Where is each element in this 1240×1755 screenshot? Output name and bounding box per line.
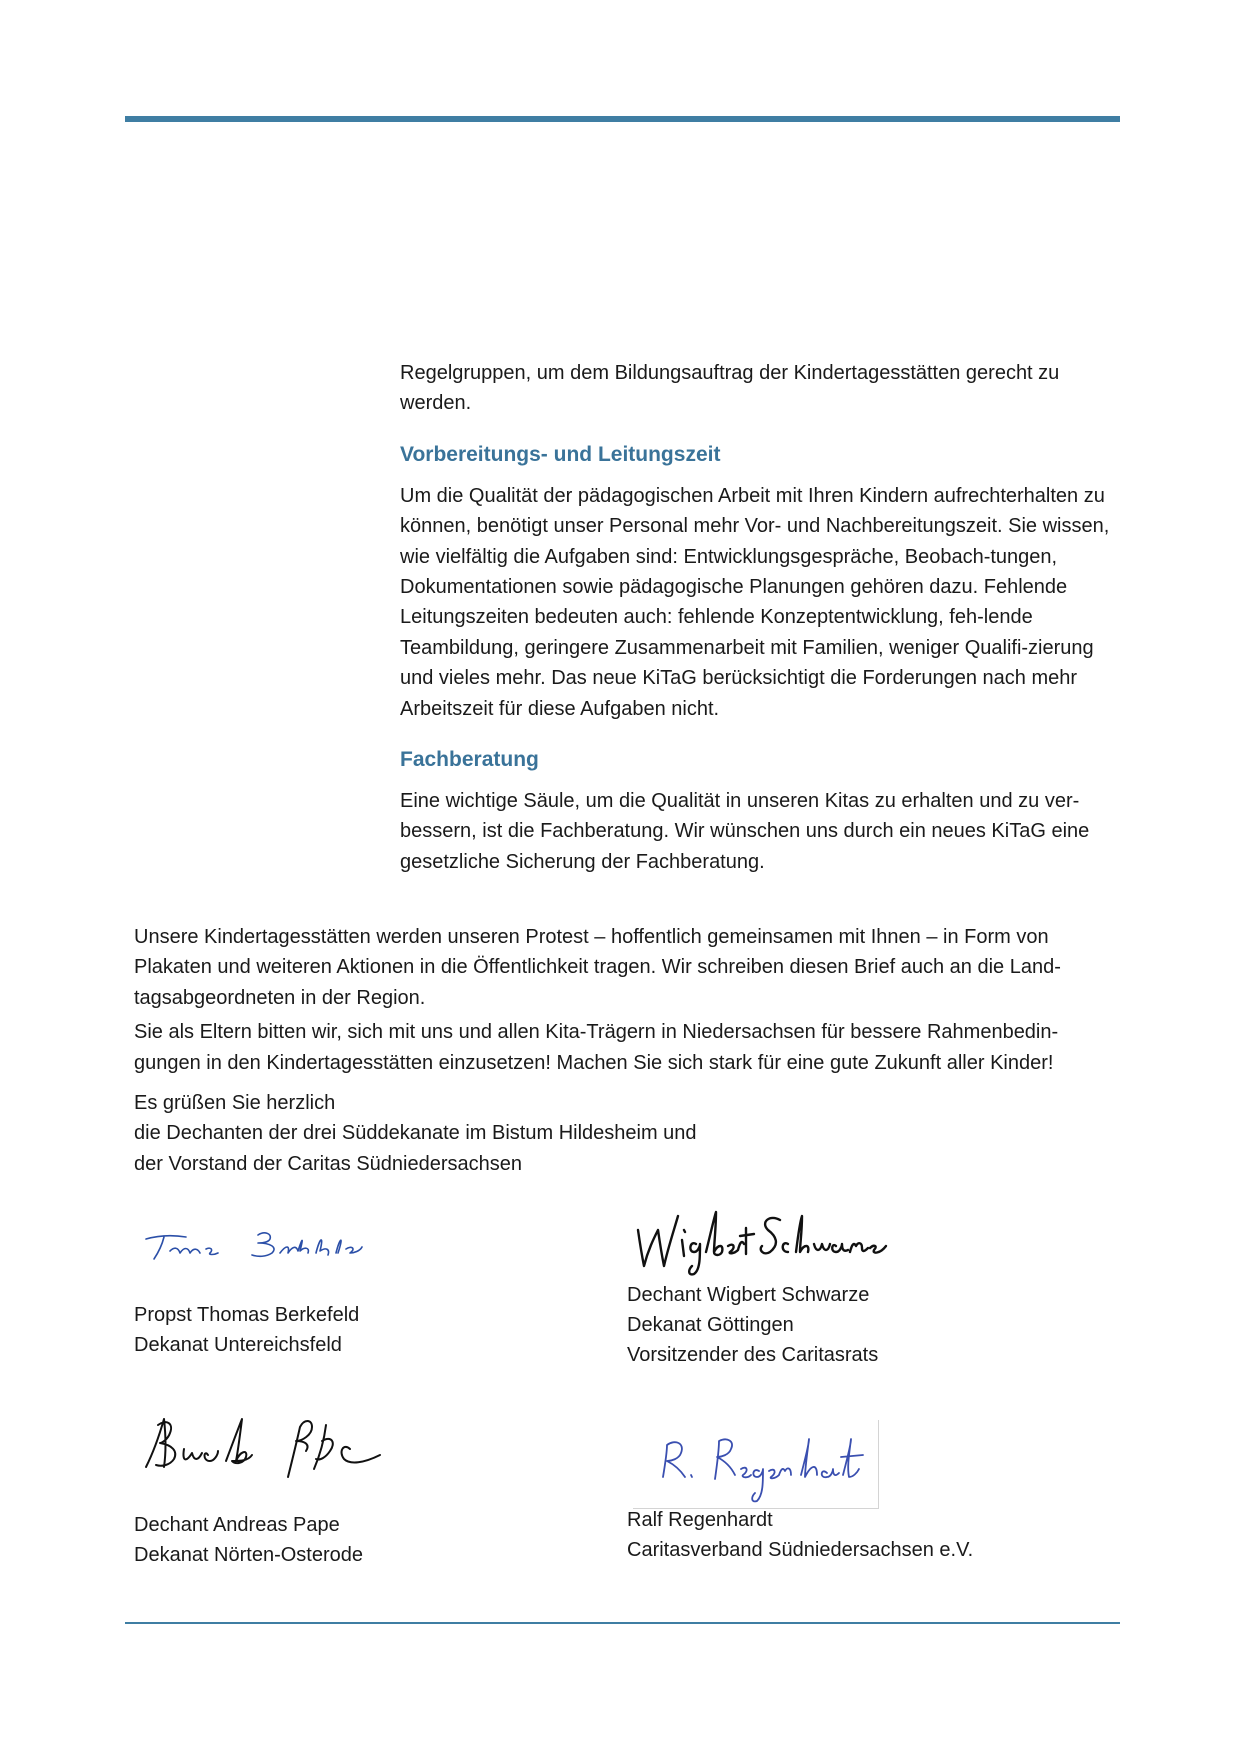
- section-heading-fachberatung: Fachberatung: [400, 748, 539, 772]
- section-text-leitungszeit: Um die Qualität der pädagogischen Arbeit mit Ihren Kindern aufrechterhalten zu können, benötigt unser Personal mehr Vor- und Nachbereitungszeit. Sie wissen, wie vielfältig die Aufgaben sind: Entwicklungsgespräche, Beobach-tungen, Dokumentationen sowie pädagogische Planungen gehören dazu. Fehlende Leitungszeiten bedeuten auch: fehlende Konzeptentwicklung, feh-lende Teambildung, geringere Zusammenarbeit mit Familien, weniger Qualifi-zierung und vieles mehr. Das neue KiTaG berücksichtigt die Forderungen nach mehr Arbeitszeit für diese Aufgaben nicht.: [400, 484, 1110, 720]
- intro-paragraph: Regelgruppen, um dem Bildungsauftrag der Kindertagesstätten gerecht zu werden.: [400, 362, 1060, 415]
- signatory-name: Dechant Andreas Pape: [134, 1514, 340, 1536]
- signature-pape: [140, 1405, 390, 1485]
- bottom-rule: [125, 1622, 1120, 1624]
- section-text-fachberatung: Eine wichtige Säule, um die Qualität in unseren Kitas zu erhalten und zu ver-bessern, ist die Fachberatung. Wir wünschen uns durch ein neues KiTaG eine gesetzliche Sicherung der Fachberatung.: [400, 790, 1090, 873]
- top-rule: [125, 116, 1120, 122]
- signatory-role: Dekanat Göttingen: [627, 1314, 794, 1336]
- greeting-line-1: Es grüßen Sie herzlich: [134, 1092, 336, 1115]
- signatory-name: Propst Thomas Berkefeld: [134, 1304, 360, 1326]
- closing-paragraph-2: Sie als Eltern bitten wir, sich mit uns und allen Kita-Trägern in Niedersachsen für bessere Rahmenbedin-gungen in den Kindertagesstätten einzusetzen! Machen Sie sich stark für eine gute Zukunft aller Kinder!: [134, 1021, 1059, 1074]
- signatory-role-2: Vorsitzender des Caritasrats: [627, 1344, 879, 1366]
- signatory-role: Dekanat Untereichsfeld: [134, 1334, 342, 1356]
- signature-schwarze: [630, 1200, 900, 1280]
- signatory-schwarze: [627, 1280, 878, 1370]
- greeting-line-2: die Dechanten der drei Süddekanate im Bistum Hildesheim und: [134, 1122, 697, 1145]
- signatory-pape: [134, 1510, 363, 1570]
- signature-regenhardt: [655, 1425, 870, 1505]
- signatory-berkefeld: [134, 1300, 359, 1360]
- signatory-name: Dechant Wigbert Schwarze: [627, 1284, 870, 1306]
- closing-text: [134, 922, 1124, 1179]
- signatory-name: Ralf Regenhardt: [627, 1509, 773, 1531]
- greeting-line-3: der Vorstand der Caritas Südniedersachsen: [134, 1152, 523, 1175]
- signature-berkefeld: [140, 1225, 380, 1265]
- signatory-regenhardt: [627, 1505, 973, 1565]
- closing-paragraph-1: Unsere Kindertagesstätten werden unseren Protest – hoffentlich gemeinsamen mit Ihnen – in Form von Plakaten und weiteren Aktionen in die Öffentlichkeit tragen. Wir schreiben diesen Brief auch an die Land-tagsabgeordneten in der Region.: [134, 926, 1061, 1009]
- right-column-text: [400, 358, 1130, 877]
- signatory-role: Dekanat Nörten-Osterode: [134, 1544, 364, 1566]
- signatory-role: Caritasverband Südniedersachsen e.V.: [627, 1539, 974, 1561]
- section-heading-leitungszeit: Vorbereitungs- und Leitungszeit: [400, 442, 721, 466]
